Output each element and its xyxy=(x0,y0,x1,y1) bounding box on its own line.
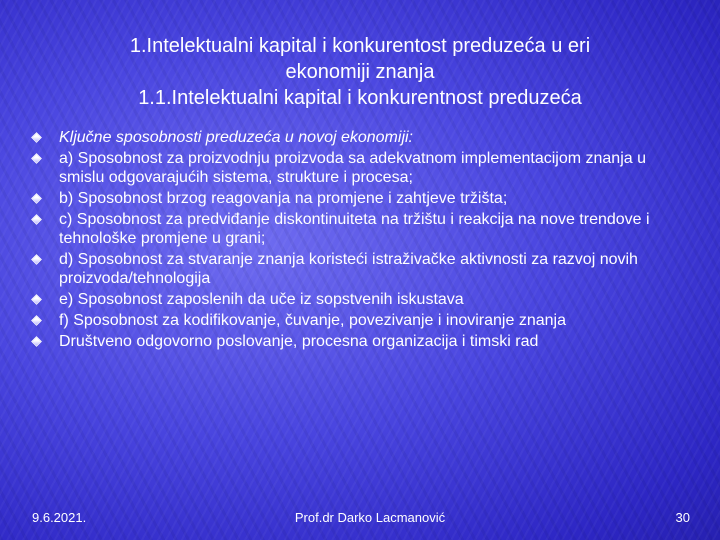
title-line-1: 1.Intelektualni kapital i konkurentost preduzeća u eri xyxy=(129,35,591,57)
bullet-text: Društveno odgovorno poslovanje, procesna organizacija i timski rad xyxy=(59,333,539,350)
diamond-bullet-icon xyxy=(32,295,41,304)
slide-title xyxy=(40,33,680,111)
bullet-item xyxy=(30,332,680,351)
footer-author: Prof.dr Darko Lacmanović xyxy=(294,510,446,525)
bullet-item xyxy=(30,210,680,248)
footer-page-number: 30 xyxy=(675,510,690,525)
diamond-bullet-icon xyxy=(32,133,41,142)
bullet-item xyxy=(30,250,680,288)
bullet-item xyxy=(30,149,680,187)
bullet-item xyxy=(30,290,680,309)
bullet-text: e) Sposobnost zaposlenih da uče iz sopstvenih iskustava xyxy=(59,291,464,308)
diamond-bullet-icon xyxy=(32,316,41,325)
title-line-2: ekonomiji znanja xyxy=(285,61,435,83)
bullet-text: a) Sposobnost za proizvodnju proizvoda sa adekvatnom implementacijom znanja u smislu odgovarajućih sistema, strukture i procesa; xyxy=(59,150,646,186)
diamond-bullet-icon xyxy=(32,194,41,203)
bullet-text: c) Sposobnost za predviđanje diskontinuiteta na tržištu i reakcija na nove trendove i tehnološke promjene u grani; xyxy=(59,211,650,247)
diamond-bullet-icon xyxy=(32,154,41,163)
bullet-text: f) Sposobnost za kodifikovanje, čuvanje, povezivanje i inoviranje znanja xyxy=(59,312,566,329)
bullet-item xyxy=(30,311,680,330)
bullet-text: d) Sposobnost za stvaranje znanja koristeći istraživačke aktivnosti za razvoj novih proizvoda/tehnologija xyxy=(59,251,638,287)
diamond-bullet-icon xyxy=(32,255,41,264)
bullet-text: Ključne sposobnosti preduzeća u novoj ekonomiji: xyxy=(59,129,413,146)
diamond-bullet-icon xyxy=(32,337,41,346)
bullet-text: b) Sposobnost brzog reagovanja na promjene i zahtjeve tržišta; xyxy=(59,190,508,207)
diamond-bullet-icon xyxy=(32,215,41,224)
footer-date: 9.6.2021. xyxy=(32,510,87,525)
bullet-item xyxy=(30,189,680,208)
bullet-list xyxy=(30,128,680,353)
title-line-3: 1.1.Intelektualni kapital i konkurentnost preduzeća xyxy=(138,87,582,109)
bullet-item xyxy=(30,128,680,147)
